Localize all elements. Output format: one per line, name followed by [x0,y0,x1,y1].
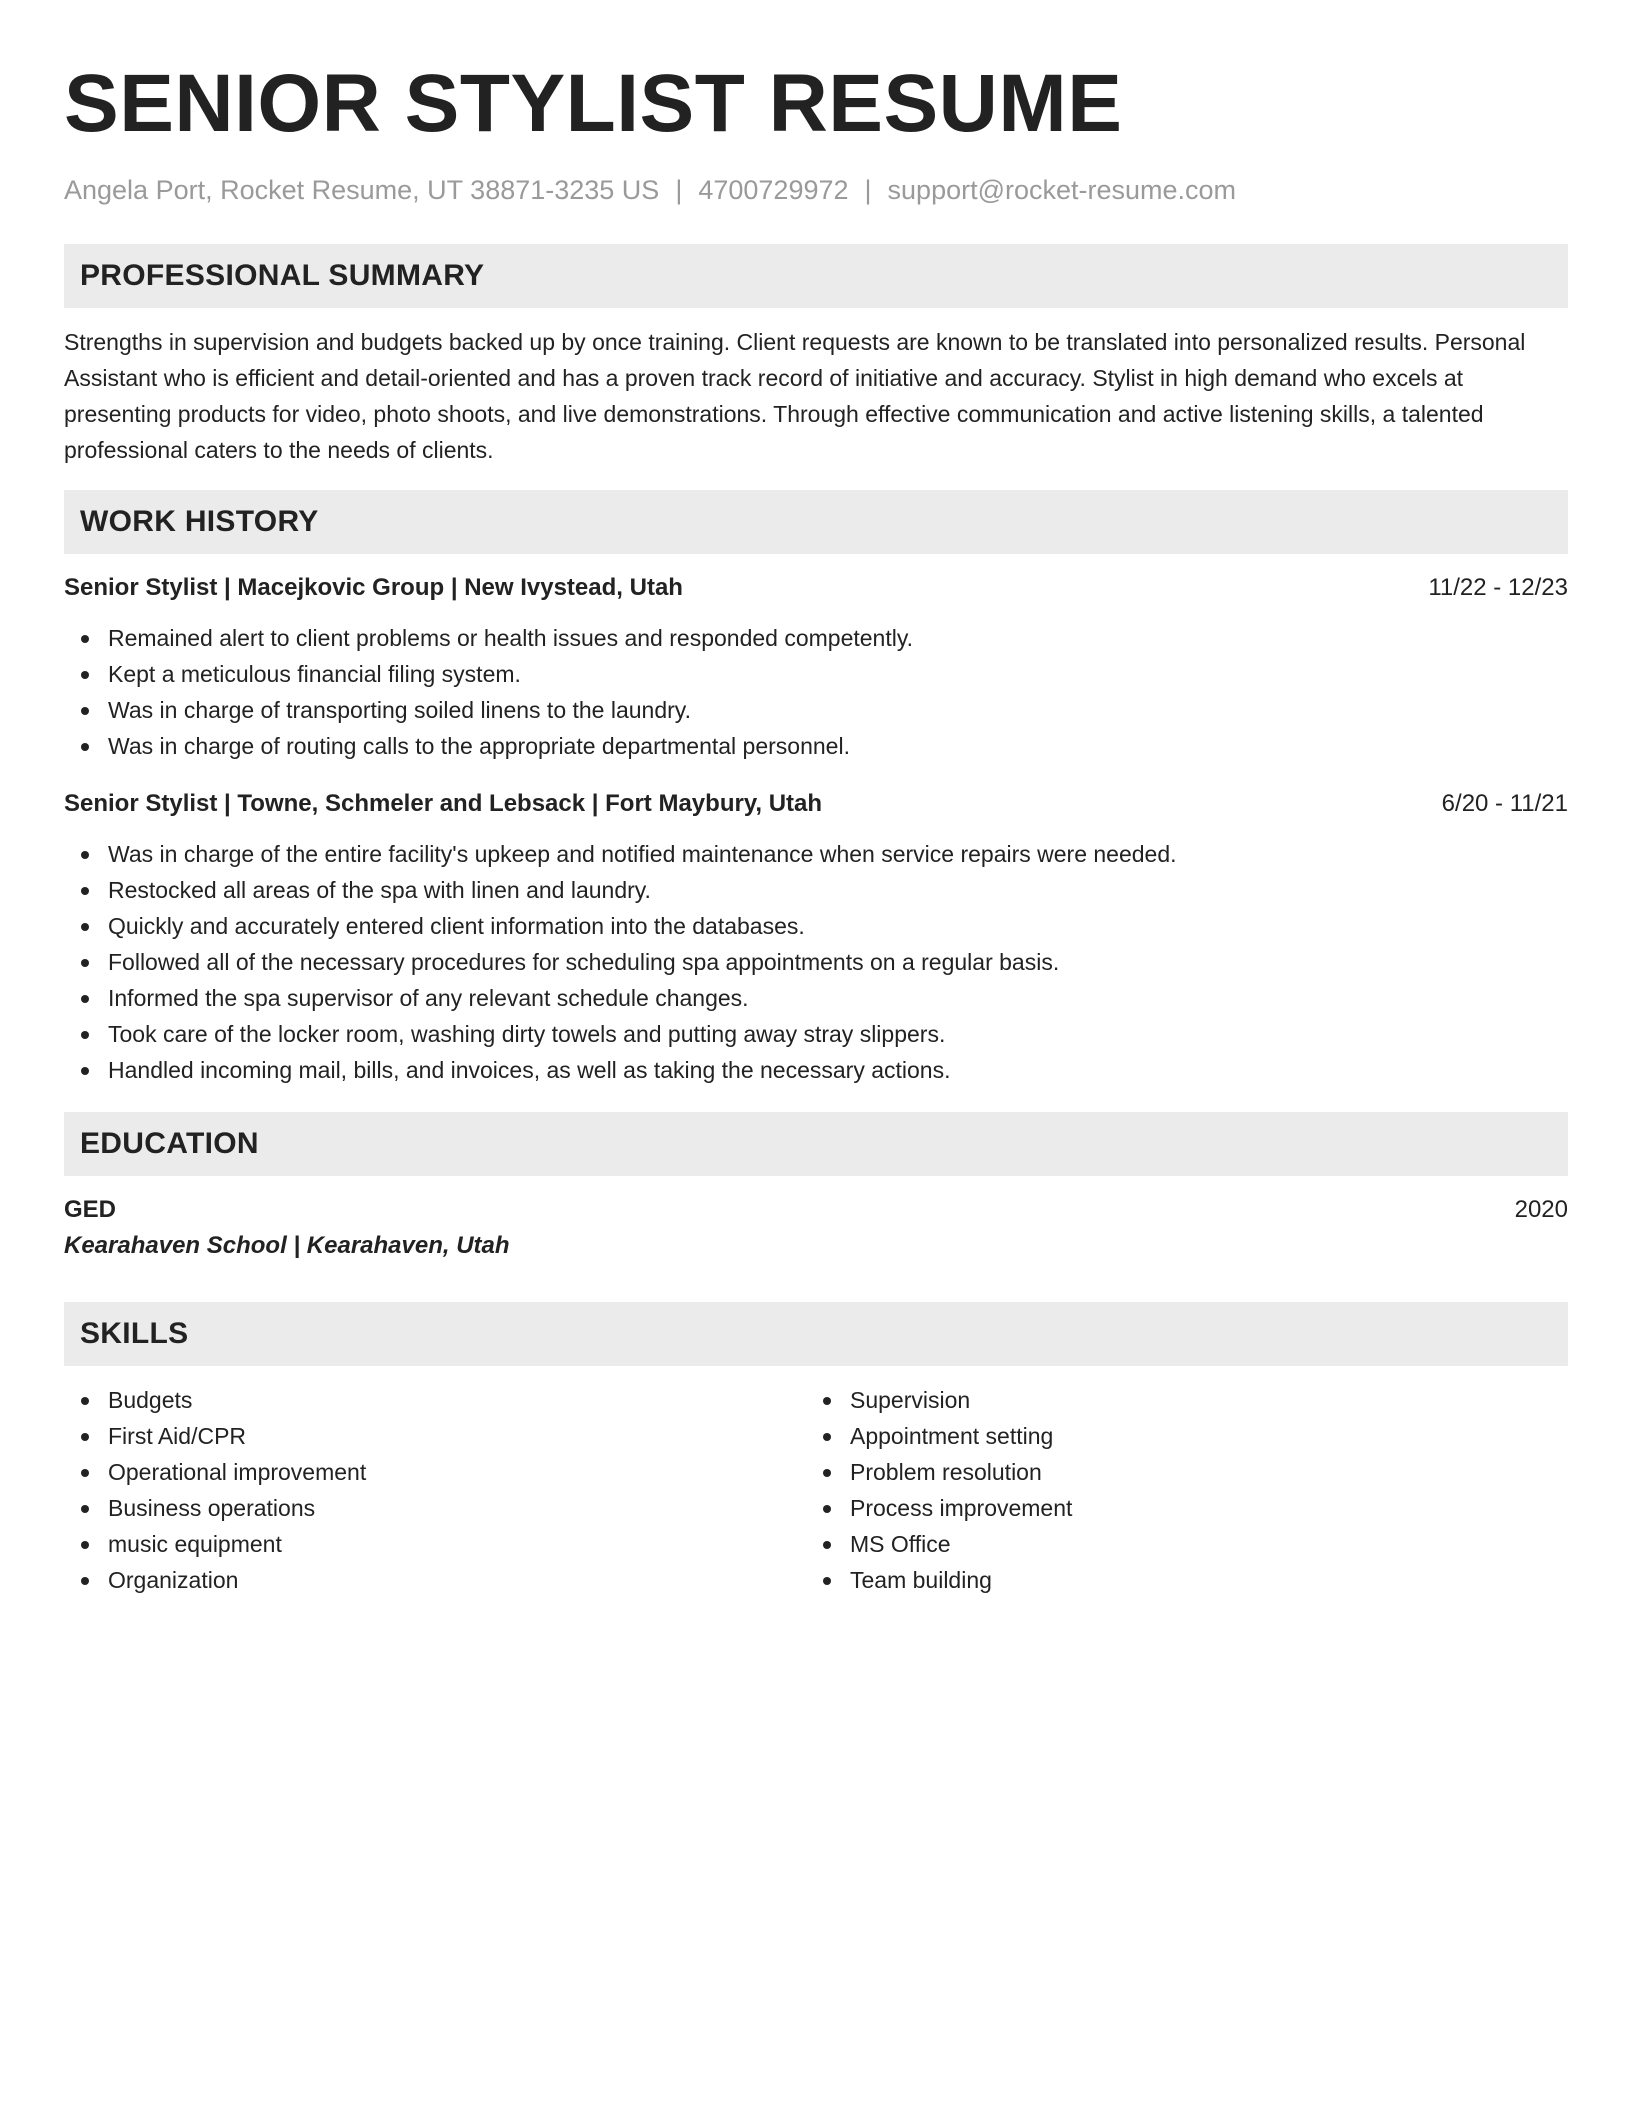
bullet-icon [81,635,89,643]
contact-line [64,172,1568,208]
skill-text: Organization [108,1567,239,1593]
bullet-icon [81,1031,89,1039]
skills-list-left [64,1382,806,1598]
bullet-icon [81,1505,89,1513]
job-bullet-text: Was in charge of routing calls to the appropriate departmental personnel. [108,733,850,759]
bullet-icon [81,1397,89,1405]
bullet-icon [823,1541,831,1549]
education-header [64,1192,1568,1228]
education-heading: EDUCATION [64,1112,1568,1176]
job-bullet [64,692,1568,728]
contact-separator: | [864,175,872,205]
job-bullet-list [64,620,1568,764]
bullet-icon [81,743,89,751]
job-bullet [64,656,1568,692]
bullet-icon [81,851,89,859]
skill-item [806,1418,1548,1454]
job-bullet-text: Informed the spa supervisor of any relevant schedule changes. [108,985,749,1011]
skill-item [806,1562,1548,1598]
bullet-icon [81,707,89,715]
skill-text: music equipment [108,1531,282,1557]
work-history-heading: WORK HISTORY [64,490,1568,554]
job-bullet [64,872,1568,908]
education-year: 2020 [1514,1196,1568,1223]
bullet-icon [823,1469,831,1477]
contact-email: support@rocket-resume.com [887,175,1237,205]
job-bullet-list [64,836,1568,1088]
skill-item [64,1490,806,1526]
resume-title: SENIOR STYLIST RESUME [64,58,1123,149]
job-entry [64,786,1568,1088]
education-degree: GED [64,1196,117,1223]
education-entry [64,1192,1568,1264]
skill-item [64,1562,806,1598]
job-bullet-text: Quickly and accurately entered client information into the databases. [108,913,805,939]
job-bullet-text: Was in charge of transporting soiled linens to the laundry. [108,697,691,723]
job-bullet [64,620,1568,656]
skill-text: Problem resolution [850,1459,1042,1485]
skill-text: Process improvement [850,1495,1073,1521]
summary-text: Strengths in supervision and budgets backed up by once training. Client requests are known to be translated into personalized results. Personal Assistant who is efficient and detail-oriented and has a proven track record of initiative and accuracy. Stylist in high demand who excels at presenting products for video, photo shoots, and live demonstrations. Through effective communication and active listening skills, a talented professional caters to the needs of clients. [64,329,1526,463]
skills-list-right [806,1382,1548,1598]
bullet-icon [81,887,89,895]
contact-address: Angela Port, Rocket Resume, UT 38871-3235 US [64,175,660,205]
job-header [64,570,1568,606]
job-title: Senior Stylist | Towne, Schmeler and Lebsack | Fort Maybury, Utah [64,790,823,817]
skill-text: Budgets [108,1387,193,1413]
skill-item [806,1526,1548,1562]
job-bullet [64,836,1568,872]
skill-text: Business operations [108,1495,316,1521]
job-bullet-text: Kept a meticulous financial filing system. [108,661,521,687]
skill-item [806,1382,1548,1418]
skills-columns [64,1382,1568,1598]
contact-separator: | [675,175,683,205]
job-dates: 6/20 - 11/21 [1441,790,1568,817]
job-bullet [64,1052,1568,1088]
bullet-icon [823,1505,831,1513]
skill-text: Team building [850,1567,992,1593]
bullet-icon [81,671,89,679]
bullet-icon [81,959,89,967]
job-bullet-text: Handled incoming mail, bills, and invoices, as well as taking the necessary actions. [108,1057,951,1083]
job-title: Senior Stylist | Macejkovic Group | New Ivystead, Utah [64,574,683,601]
education-school: Kearahaven School | Kearahaven, Utah [64,1232,510,1259]
job-bullet-text: Restocked all areas of the spa with linen and laundry. [108,877,651,903]
skill-text: MS Office [850,1531,951,1557]
skill-text: Appointment setting [850,1423,1054,1449]
bullet-icon [823,1433,831,1441]
job-dates: 11/22 - 12/23 [1428,574,1568,601]
skill-text: First Aid/CPR [108,1423,247,1449]
job-bullet [64,1016,1568,1052]
skill-item [64,1382,806,1418]
contact-phone: 4700729972 [698,175,849,205]
job-header [64,786,1568,822]
skill-item [806,1490,1548,1526]
skill-item [64,1418,806,1454]
bullet-icon [823,1577,831,1585]
job-bullet-text: Remained alert to client problems or health issues and responded competently. [108,625,914,651]
job-entry [64,570,1568,764]
job-bullet [64,728,1568,764]
skill-item [64,1526,806,1562]
resume-page [64,56,1568,1598]
skill-text: Operational improvement [108,1459,367,1485]
job-bullet-text: Was in charge of the entire facility's upkeep and notified maintenance when service repairs were needed. [108,841,1177,867]
bullet-icon [81,995,89,1003]
bullet-icon [81,1433,89,1441]
job-bullet [64,980,1568,1016]
bullet-icon [823,1397,831,1405]
job-bullet-text: Took care of the locker room, washing dirty towels and putting away stray slippers. [108,1021,946,1047]
bullet-icon [81,1067,89,1075]
skill-item [806,1454,1548,1490]
bullet-icon [81,923,89,931]
bullet-icon [81,1541,89,1549]
job-bullet [64,944,1568,980]
skill-item [64,1454,806,1490]
job-bullet-text: Followed all of the necessary procedures for scheduling spa appointments on a regular basis. [108,949,1060,975]
job-bullet [64,908,1568,944]
bullet-icon [81,1577,89,1585]
bullet-icon [81,1469,89,1477]
summary-heading: PROFESSIONAL SUMMARY [64,244,1568,308]
skill-text: Supervision [850,1387,971,1413]
skills-heading: SKILLS [64,1302,1568,1366]
